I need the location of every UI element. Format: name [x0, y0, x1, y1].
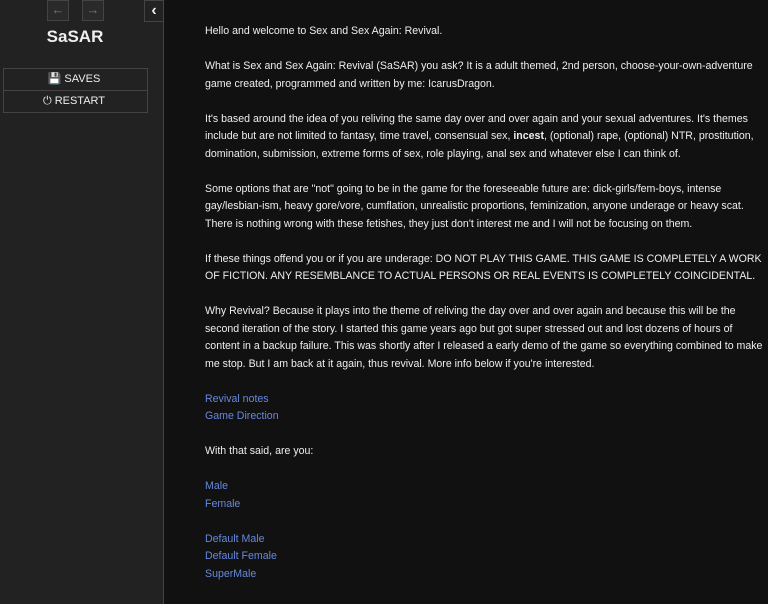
history-forward-button[interactable] — [82, 0, 104, 21]
default-links — [205, 531, 768, 584]
info-links — [205, 391, 768, 426]
warning-text: If these things offend you or if you are underage: DO NOT PLAY THIS GAME. THIS GAME IS COMPLETELY A WORK OF FICTION. ANY RESEMBLANCE TO ACTUAL PERSONS OR REAL EVENTS IS COMPLETELY COINCIDENTAL. — [205, 252, 762, 282]
excluded-text: Some options that are "not" going to be in the game for the foreseeable future are: dick-girls/fem-boys, intense gay/lesbian-ism, heavy gore/vore, cumflation, unrealistic proportions, feminization, anyone underage or heavy scat. There is nothing wrong with these fetishes, they just don't interest me and I will not be focusing on them. — [205, 182, 744, 230]
welcome-text: Hello and welcome to Sex and Sex Again: Revival. — [205, 25, 443, 37]
intro-text: What is Sex and Sex Again: Revival (SaSAR) you ask? It is a adult themed, 2nd person, choose-your-own-adventure game created, programmed and written by me: IcarusDragon. — [205, 60, 753, 90]
story-title: SaSAR — [46, 27, 104, 46]
revival-text: Why Revival? Because it plays into the theme of reliving the day over and over again and because this will be the second iteration of the story. I started this game years ago but got super stressed out and lost dozens of hours of content in a backup failure. This was shortly after I released a early demo of the game so everything combined to make me stop. But I am back at it again, thus revival. More info below if you're interested. — [205, 305, 763, 370]
restart-label: RESTART — [54, 95, 106, 107]
sidebar-stow-button[interactable] — [144, 0, 163, 22]
passage — [205, 23, 768, 601]
saves-button[interactable] — [3, 68, 148, 91]
link-game-direction[interactable]: Game Direction — [205, 410, 279, 422]
themes-text — [205, 111, 768, 164]
link-female[interactable]: Female — [205, 497, 241, 510]
floppy-disk-icon: 💾 — [47, 73, 62, 85]
themes-text-a: It's based around the idea of you reliving the same day over and over again and your sexual adventures. It's themes include but are not limited to fantasy, time travel, consensual sex, — [205, 112, 748, 142]
themes-text-b: , (optional) rape, (optional) NTR, prostitution, domination, submission, extreme forms of sex, role playing, anal sex and whatever else I can think of. — [205, 130, 754, 160]
arrow-left-icon: ← — [51, 2, 65, 17]
arrow-right-icon: → — [86, 2, 100, 17]
themes-bold: incest — [513, 130, 544, 142]
link-revival-notes[interactable]: Revival notes — [205, 392, 269, 405]
link-supermale[interactable]: SuperMale — [205, 567, 257, 580]
saves-label: SAVES — [64, 73, 101, 85]
link-default-female[interactable]: Default Female — [205, 550, 277, 562]
gender-links — [205, 478, 768, 513]
history-back-button[interactable] — [47, 0, 69, 21]
sidebar — [0, 0, 164, 604]
restart-button[interactable] — [3, 90, 148, 113]
question-text: With that said, are you: — [205, 445, 314, 457]
chevron-left-icon: ‹ — [151, 2, 157, 19]
power-icon: ⏻ — [42, 95, 52, 107]
link-default-male[interactable]: Default Male — [205, 532, 265, 545]
link-male[interactable]: Male — [205, 480, 228, 492]
